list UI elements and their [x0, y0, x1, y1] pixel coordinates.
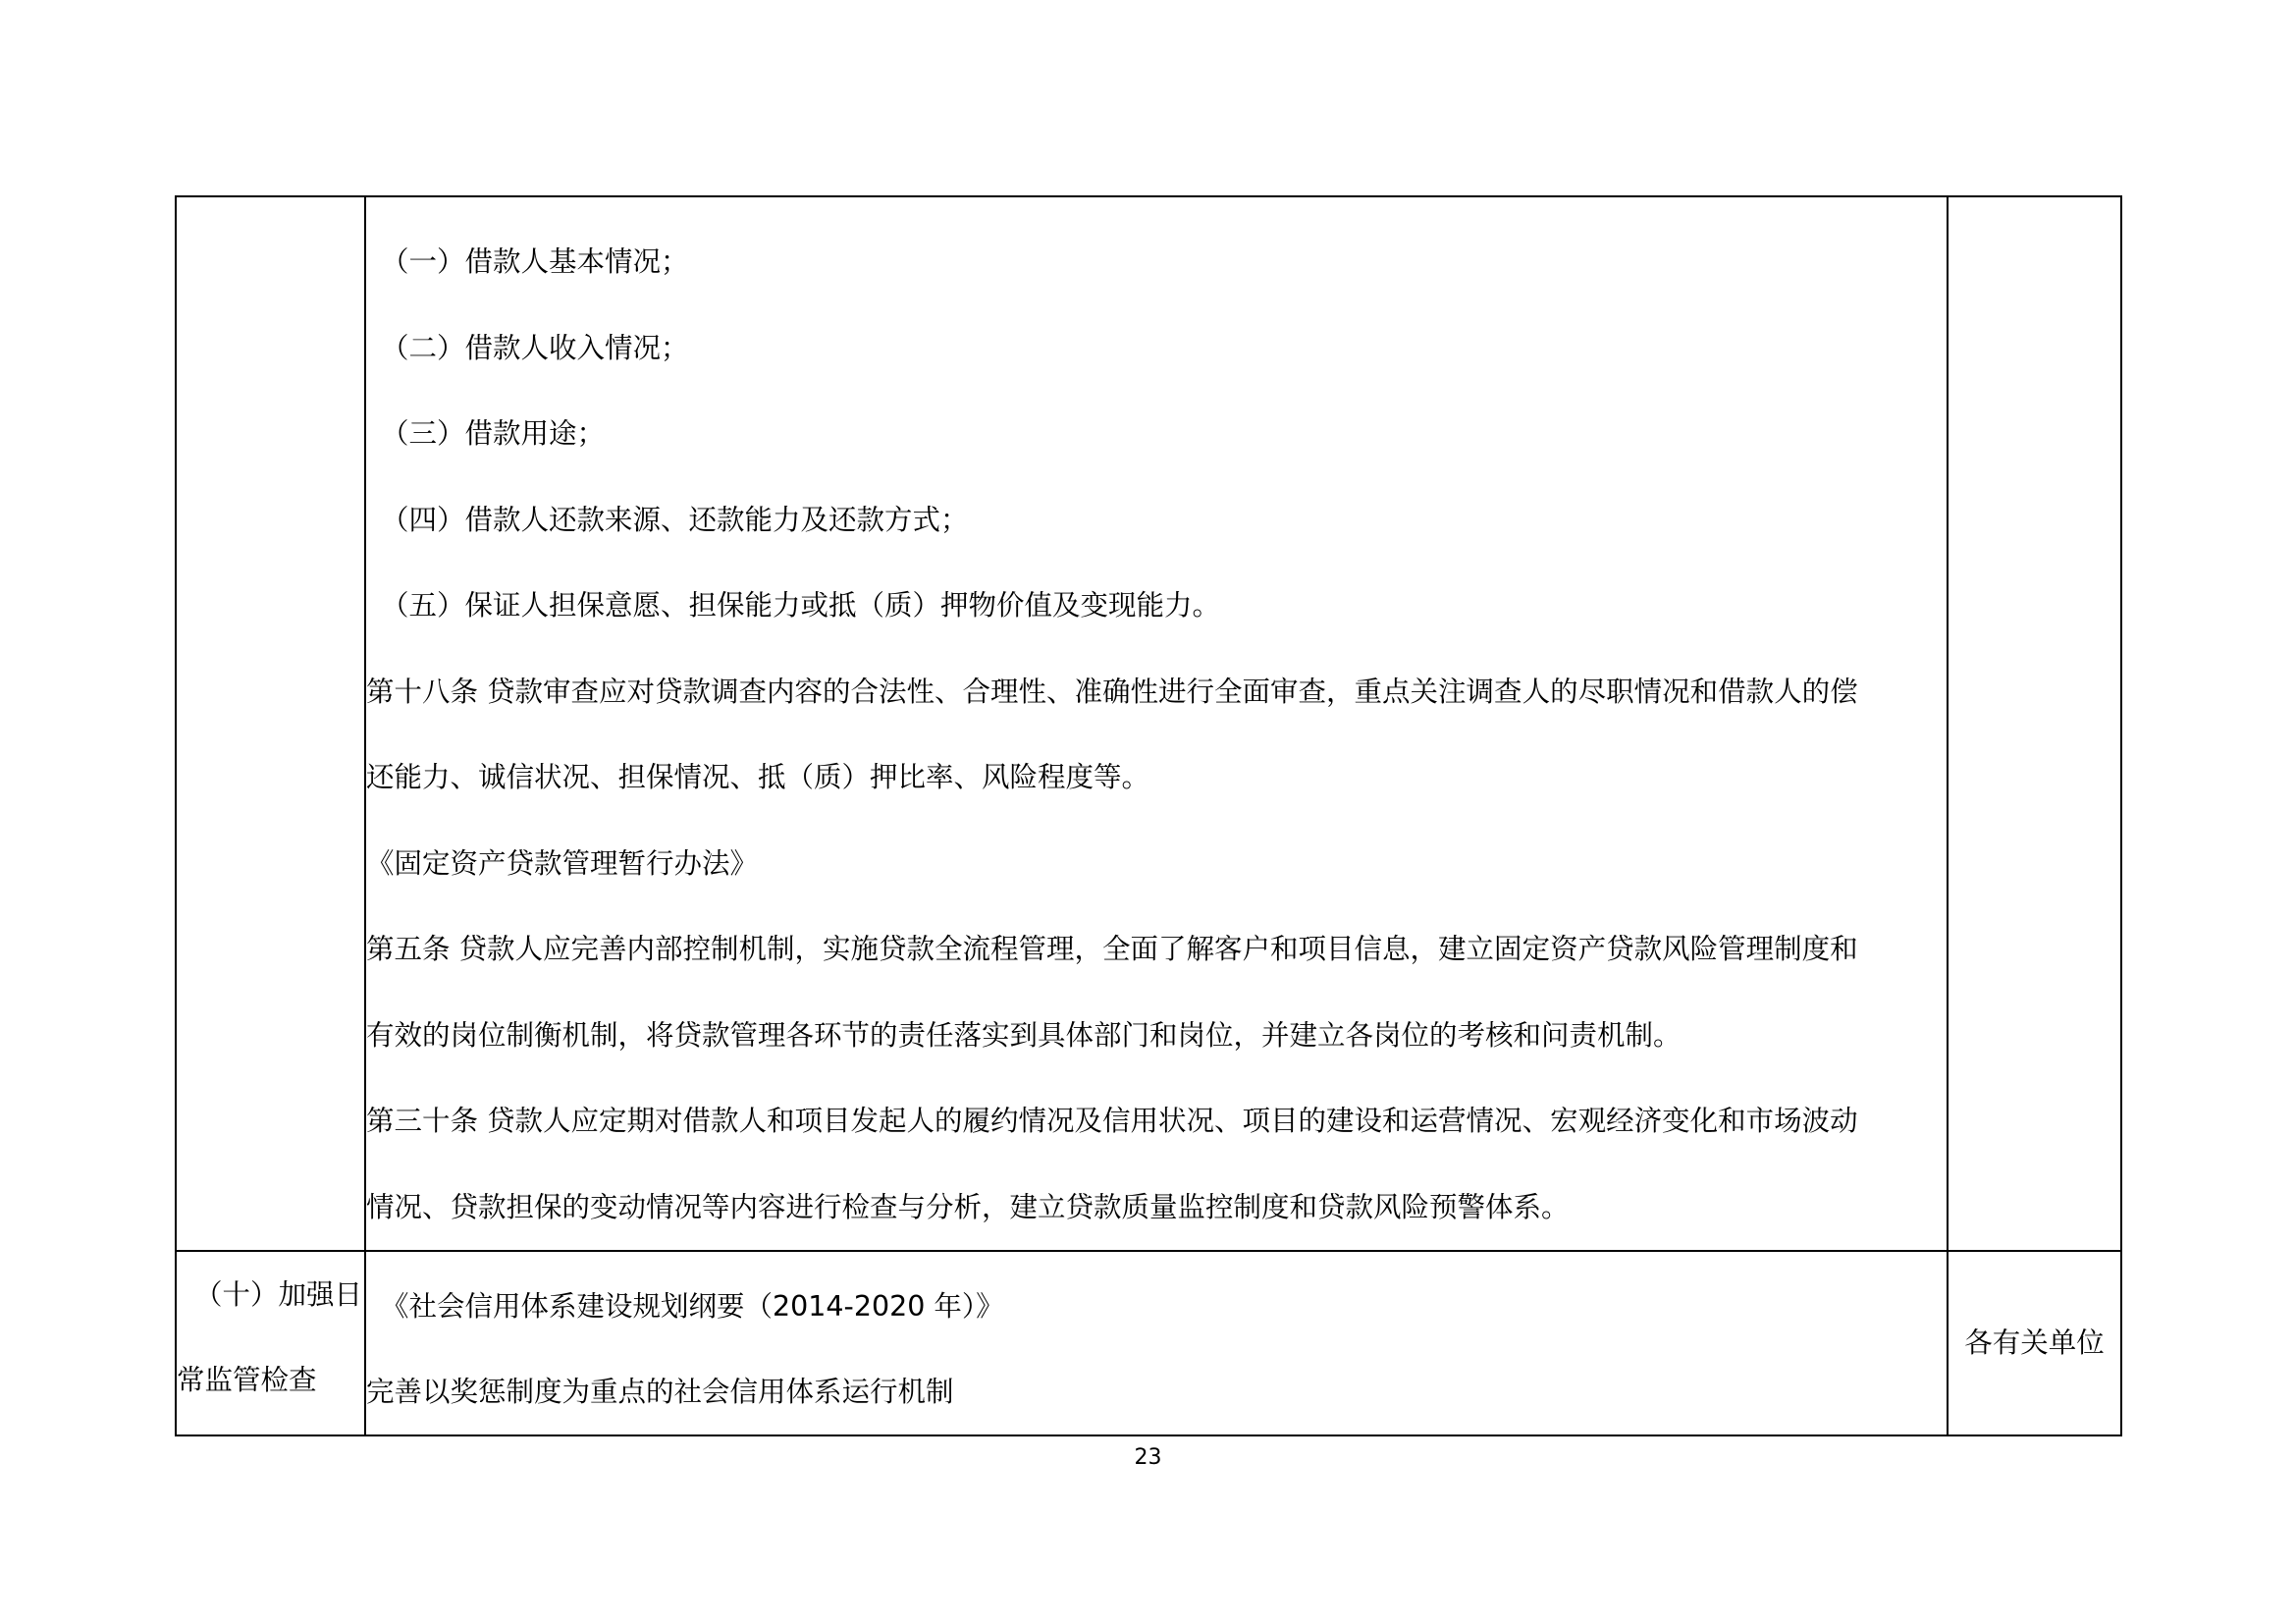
basis-cell: [365, 196, 1948, 1251]
text-line: （一）借款人基本情况；: [381, 245, 689, 278]
item-title-line: 常监管检查: [177, 1364, 317, 1396]
responsible-unit: 各有关单位: [1964, 1326, 2105, 1359]
basis-cell: [365, 1251, 1948, 1435]
table-row: [176, 1251, 2121, 1435]
text-line: 第三十条 贷款人应定期对借款人和项目发起人的履约情况及信用状况、项目的建设和运营情况、宏观经济变化和市场波动: [366, 1105, 1858, 1137]
item-cell-empty: [176, 196, 365, 1251]
text-line: 还能力、诚信状况、担保情况、抵（质）押比率、风险程度等。: [366, 761, 1150, 793]
unit-cell-empty: [1948, 196, 2121, 1251]
text-line: （三）借款用途；: [381, 417, 606, 450]
item-title-line: （十）加强日: [194, 1278, 363, 1311]
unit-cell: [1948, 1251, 2121, 1435]
text-line: （二）借款人收入情况；: [381, 331, 689, 364]
text-line: 情况、贷款担保的变动情况等内容进行检查与分析，建立贷款质量监控制度和贷款风险预警体系。: [366, 1190, 1570, 1223]
document-title-line: 《社会信用体系建设规划纲要（2014-2020 年）》: [381, 1290, 1004, 1323]
document-title-line: 《固定资产贷款管理暂行办法》: [366, 846, 759, 880]
text-line: 有效的岗位制衡机制，将贷款管理各环节的责任落实到具体部门和岗位，并建立各岗位的考核和问责机制。: [366, 1018, 1682, 1052]
text-line: 第五条 贷款人应完善内部控制机制，实施贷款全流程管理，全面了解客户和项目信息，建立固定资产贷款风险管理制度和: [366, 933, 1858, 965]
regulation-table: [175, 195, 2122, 1436]
item-cell: [176, 1251, 365, 1435]
text-line: 完善以奖惩制度为重点的社会信用体系运行机制: [366, 1376, 954, 1408]
page-number: 23: [1134, 1445, 1162, 1470]
table-row: [176, 196, 2121, 1251]
text-line: （五）保证人担保意愿、担保能力或抵（质）押物价值及变现能力。: [381, 589, 1221, 622]
text-line: 第十八条 贷款审查应对贷款调查内容的合法性、合理性、准确性进行全面审查，重点关注调查人的尽职情况和借款人的偿: [366, 675, 1858, 708]
text-line: （四）借款人还款来源、还款能力及还款方式；: [381, 503, 969, 536]
